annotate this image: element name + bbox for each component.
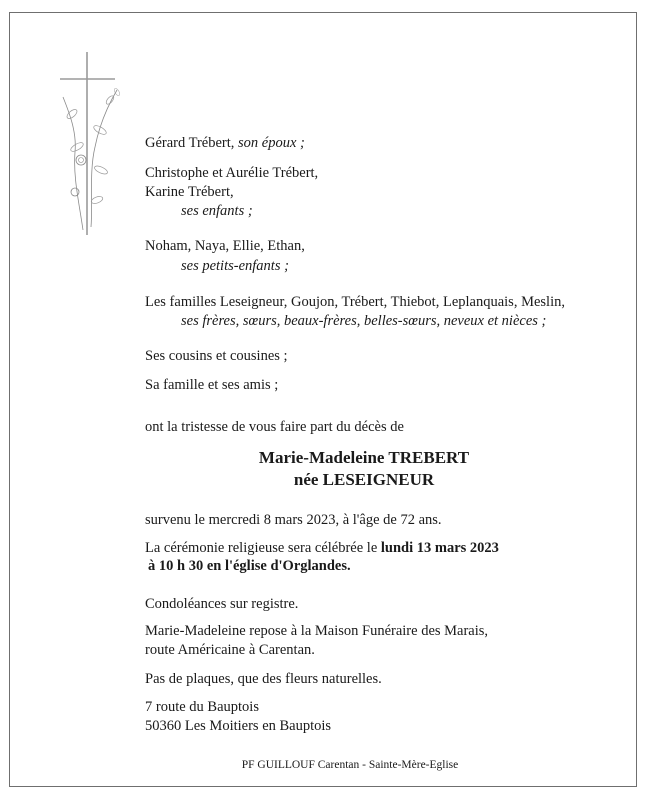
address-line-1: 7 route du Bauptois	[145, 699, 259, 715]
children-line-1: Christophe et Aurélie Trébert,	[145, 165, 319, 181]
grandchildren-role: ses petits-enfants ;	[181, 258, 289, 274]
friends-line: Sa famille et ses amis ;	[145, 377, 279, 393]
rest-line-1: Marie-Madeleine repose à la Maison Funéraire des Marais,	[145, 623, 489, 639]
address-line-2: 50360 Les Moitiers en Bauptois	[145, 718, 332, 734]
spouse-name: Gérard Trébert,	[145, 135, 235, 151]
ceremony-time-place: à 10 h 30 en l'église d'Orglandes.	[148, 558, 351, 574]
condolences-line: Condoléances sur registre.	[145, 596, 299, 612]
children-role: ses enfants ;	[181, 203, 253, 219]
ceremony-intro: La cérémonie religieuse sera célébrée le	[145, 540, 381, 556]
grandchildren-line: Noham, Naya, Ellie, Ethan,	[145, 238, 305, 254]
spouse-line	[145, 135, 305, 152]
deceased-name: Marie-Madeleine TREBERT	[258, 448, 470, 467]
families-line: Les familles Leseigneur, Goujon, Trébert, Thiebot, Leplanquais, Meslin,	[145, 294, 565, 310]
cousins-line: Ses cousins et cousines ;	[145, 348, 288, 364]
flowers-line: Pas de plaques, que des fleurs naturelles.	[145, 671, 382, 687]
deceased-birth-name: née LESEIGNEUR	[293, 470, 435, 489]
cross-with-flowers-icon	[55, 52, 135, 237]
children-line-2: Karine Trébert,	[145, 184, 234, 200]
ceremony-line-1	[145, 540, 499, 557]
announcement-line: ont la tristesse de vous faire part du décès de	[145, 419, 404, 435]
rest-line-2: route Américaine à Carentan.	[145, 642, 315, 658]
spouse-role: son époux ;	[238, 135, 305, 151]
funeral-home-footer: PF GUILLOUF Carentan - Sainte-Mère-Eglise	[241, 759, 459, 771]
families-role: ses frères, sœurs, beaux-frères, belles-sœurs, neveux et nièces ;	[181, 313, 547, 329]
death-details: survenu le mercredi 8 mars 2023, à l'âge de 72 ans.	[145, 512, 442, 528]
ceremony-date: lundi 13 mars 2023	[380, 540, 499, 556]
